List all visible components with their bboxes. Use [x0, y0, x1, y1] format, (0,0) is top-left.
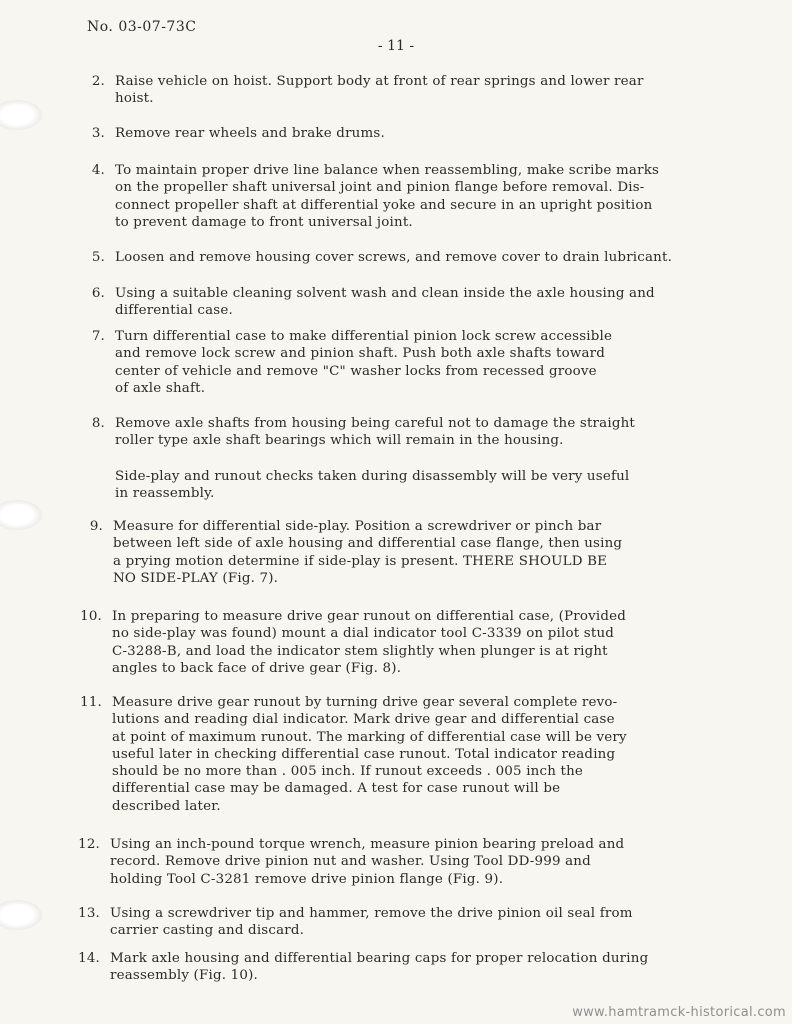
document-number: No. 03-07-73C — [87, 19, 197, 35]
step-number: 10. — [80, 609, 102, 624]
step-3 — [91, 125, 385, 142]
step-14 — [78, 950, 649, 985]
step-7 — [91, 328, 613, 397]
step-number: 7. — [91, 329, 105, 344]
step-number: 4. — [91, 163, 105, 178]
side-play-note — [115, 468, 629, 503]
step-number: 6. — [91, 286, 105, 301]
step-text: Mark axle housing and differential bearing caps for proper relocation during reassembly (Fig. 10). — [110, 951, 649, 984]
step-8 — [91, 415, 636, 450]
step-number: 13. — [78, 906, 100, 921]
step-text: Measure drive gear runout by turning drive gear several complete revo- lutions and reading dial indicator. Mark drive gear and differential case at point of maximum runout. The marking of differential case will be very useful later in checking differential case runout. Total indicator reading should be no more than . 005 inch. If runout exceeds . 005 inch the differential case may be damaged. A test for case runout will be described later. — [112, 695, 627, 814]
step-text: Using an inch-pound torque wrench, measure pinion bearing preload and record. Remove drive pinion nut and washer. Using Tool DD-999 and holding Tool C-3281 remove drive pinion flange (Fig. 9). — [110, 837, 625, 887]
step-text: Raise vehicle on hoist. Support body at front of rear springs and lower rear hoist. — [115, 74, 644, 107]
step-text: In preparing to measure drive gear runout on differential case, (Provided no side-play was found) mount a dial indicator tool C-3339 on pilot stud C-3288-B, and load the indicator stem slightly when plunger is at right angles to back face of drive gear (Fig. 8). — [112, 609, 627, 676]
page-number: - 11 - — [377, 38, 415, 54]
punch-hole — [0, 100, 42, 130]
step-12 — [78, 836, 625, 888]
step-text: To maintain proper drive line balance when reassembling, make scribe marks on the propeller shaft universal joint and pinion flange before removal. Dis- connect propeller shaft at differential yoke and secure in an upright position to prevent damage to front universal joint. — [115, 163, 660, 230]
step-number: 9. — [89, 519, 103, 534]
step-number: 5. — [91, 250, 105, 265]
step-text: Using a suitable cleaning solvent wash and clean inside the axle housing and differential case. — [115, 286, 655, 319]
step-13 — [78, 905, 633, 940]
step-10 — [80, 608, 627, 677]
step-5 — [91, 249, 673, 266]
punch-hole — [0, 500, 42, 530]
step-number: 14. — [78, 951, 100, 966]
punch-hole — [0, 900, 42, 930]
step-number: 2. — [91, 74, 105, 89]
step-text: Using a screwdriver tip and hammer, remove the drive pinion oil seal from carrier casting and discard. — [110, 906, 633, 939]
step-text: Remove rear wheels and brake drums. — [115, 126, 385, 141]
step-text: Turn differential case to make differential pinion lock screw accessible and remove lock screw and pinion shaft. Push both axle shafts toward center of vehicle and remove "C" washer locks from recessed groove of axle shaft. — [115, 329, 613, 396]
step-number: 8. — [91, 416, 105, 431]
step-4 — [91, 162, 660, 231]
step-text: Remove axle shafts from housing being careful not to damage the straight roller type axle shaft bearings which will remain in the housing. — [115, 416, 636, 449]
step-number: 12. — [78, 837, 100, 852]
step-number: 11. — [80, 695, 102, 710]
step-6 — [91, 285, 655, 320]
step-9 — [89, 518, 623, 587]
step-2 — [91, 73, 644, 108]
step-11 — [80, 694, 627, 815]
step-text: Loosen and remove housing cover screws, and remove cover to drain lubricant. — [115, 250, 673, 265]
step-number: 3. — [91, 126, 105, 141]
step-text: Measure for differential side-play. Position a screwdriver or pinch bar between left side of axle housing and differential case flange, then using a prying motion determine if side-play is present. THERE SHOULD BE NO SIDE-PLAY (Fig. 7). — [113, 519, 623, 586]
note-text: Side-play and runout checks taken during disassembly will be very useful in reassembly. — [115, 469, 630, 502]
watermark: www.hamtramck-historical.com — [572, 1005, 786, 1020]
